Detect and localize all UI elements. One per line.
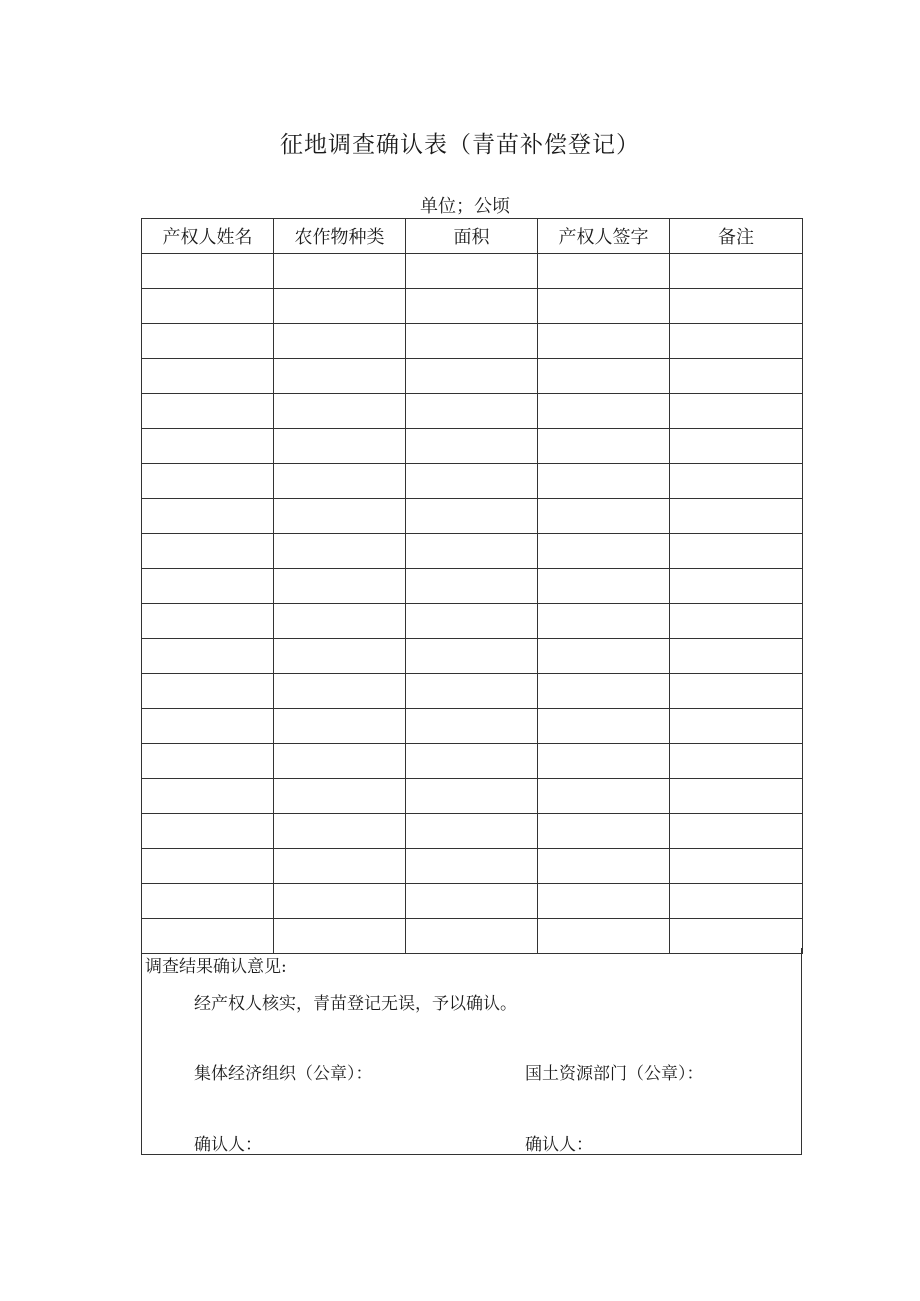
table-cell[interactable] <box>670 814 803 849</box>
table-row <box>142 289 803 324</box>
table-row <box>142 674 803 709</box>
table-cell[interactable] <box>406 849 538 884</box>
table-cell[interactable] <box>142 849 274 884</box>
table-cell[interactable] <box>142 499 274 534</box>
table-cell[interactable] <box>142 674 274 709</box>
table-cell[interactable] <box>406 639 538 674</box>
table-cell[interactable] <box>274 289 406 324</box>
header-owner-signature: 产权人签字 <box>538 219 670 254</box>
table-cell[interactable] <box>406 324 538 359</box>
header-area: 面积 <box>406 219 538 254</box>
table-cell[interactable] <box>142 359 274 394</box>
table-row <box>142 709 803 744</box>
header-crop-type: 农作物种类 <box>274 219 406 254</box>
table-cell[interactable] <box>274 499 406 534</box>
table-cell[interactable] <box>670 604 803 639</box>
table-row <box>142 849 803 884</box>
table-cell[interactable] <box>274 849 406 884</box>
table-cell[interactable] <box>670 429 803 464</box>
table-row <box>142 254 803 289</box>
table-cell[interactable] <box>538 464 670 499</box>
table-cell[interactable] <box>538 744 670 779</box>
table-cell[interactable] <box>670 639 803 674</box>
land-resources-seal-label: 国土资源部门（公章）： <box>525 1064 704 1084</box>
table-cell[interactable] <box>274 359 406 394</box>
table-cell[interactable] <box>274 709 406 744</box>
table-cell[interactable] <box>142 709 274 744</box>
table-cell[interactable] <box>406 709 538 744</box>
table-row <box>142 324 803 359</box>
table-cell[interactable] <box>538 849 670 884</box>
table-cell[interactable] <box>406 254 538 289</box>
table-cell[interactable] <box>142 324 274 359</box>
table-cell[interactable] <box>406 814 538 849</box>
table-row <box>142 779 803 814</box>
table-cell[interactable] <box>274 604 406 639</box>
table-cell[interactable] <box>142 289 274 324</box>
table-cell[interactable] <box>406 604 538 639</box>
table-cell[interactable] <box>406 499 538 534</box>
table-cell[interactable] <box>406 569 538 604</box>
table-row <box>142 744 803 779</box>
land-resources-confirmer-label: 确认人： <box>525 1135 593 1155</box>
table-cell[interactable] <box>538 604 670 639</box>
table-cell[interactable] <box>274 534 406 569</box>
table-cell[interactable] <box>274 254 406 289</box>
header-remarks: 备注 <box>670 219 803 254</box>
table-cell[interactable] <box>538 254 670 289</box>
header-owner-name: 产权人姓名 <box>142 219 274 254</box>
table-cell[interactable] <box>538 639 670 674</box>
table-cell[interactable] <box>142 814 274 849</box>
table-cell[interactable] <box>142 779 274 814</box>
table-cell[interactable] <box>406 359 538 394</box>
table-cell[interactable] <box>274 814 406 849</box>
table-row <box>142 884 803 919</box>
table-cell[interactable] <box>142 534 274 569</box>
table-row <box>142 359 803 394</box>
collective-confirmer-label: 确认人： <box>194 1135 262 1155</box>
table-cell[interactable] <box>406 429 538 464</box>
table-cell[interactable] <box>406 744 538 779</box>
table-body <box>142 254 803 954</box>
table-row <box>142 534 803 569</box>
table-header-row <box>142 219 803 254</box>
table-cell[interactable] <box>670 324 803 359</box>
table-cell[interactable] <box>538 394 670 429</box>
table-cell[interactable] <box>538 289 670 324</box>
table-cell[interactable] <box>142 429 274 464</box>
confirmation-section <box>141 948 802 1155</box>
table-cell[interactable] <box>274 639 406 674</box>
table-row <box>142 569 803 604</box>
table-cell[interactable] <box>142 464 274 499</box>
table-cell[interactable] <box>142 394 274 429</box>
table-cell[interactable] <box>274 464 406 499</box>
collective-org-seal-label: 集体经济组织（公章）： <box>194 1064 373 1084</box>
table-cell[interactable] <box>142 639 274 674</box>
table-cell[interactable] <box>274 674 406 709</box>
table-row <box>142 429 803 464</box>
table-cell[interactable] <box>406 394 538 429</box>
table-cell[interactable] <box>670 569 803 604</box>
table-cell[interactable] <box>538 534 670 569</box>
table-cell[interactable] <box>538 324 670 359</box>
table-cell[interactable] <box>274 429 406 464</box>
table-cell[interactable] <box>538 674 670 709</box>
table-row <box>142 464 803 499</box>
table-row <box>142 604 803 639</box>
table-cell[interactable] <box>538 884 670 919</box>
table-cell[interactable] <box>670 674 803 709</box>
confirmation-heading: 调查结果确认意见: <box>145 957 287 977</box>
table-cell[interactable] <box>274 779 406 814</box>
table-cell[interactable] <box>670 709 803 744</box>
table-cell[interactable] <box>538 814 670 849</box>
unit-label: 单位；公顷 <box>420 196 510 217</box>
table-cell[interactable] <box>274 744 406 779</box>
table-cell[interactable] <box>142 884 274 919</box>
table-cell[interactable] <box>538 499 670 534</box>
table-cell[interactable] <box>406 289 538 324</box>
table-cell[interactable] <box>142 569 274 604</box>
form-title: 征地调查确认表（青苗补偿登记） <box>280 132 640 158</box>
table-cell[interactable] <box>670 394 803 429</box>
table-cell[interactable] <box>538 429 670 464</box>
table-row <box>142 814 803 849</box>
table-row <box>142 394 803 429</box>
registration-table <box>141 218 803 954</box>
table-cell[interactable] <box>274 884 406 919</box>
table-cell[interactable] <box>406 464 538 499</box>
table-cell[interactable] <box>406 534 538 569</box>
table-row <box>142 639 803 674</box>
table-cell[interactable] <box>670 744 803 779</box>
table-cell[interactable] <box>670 779 803 814</box>
table-row <box>142 499 803 534</box>
table-cell[interactable] <box>274 569 406 604</box>
table-cell[interactable] <box>670 359 803 394</box>
table-cell[interactable] <box>670 289 803 324</box>
table-cell[interactable] <box>142 604 274 639</box>
table-cell[interactable] <box>538 779 670 814</box>
table-cell[interactable] <box>274 394 406 429</box>
table-cell[interactable] <box>670 849 803 884</box>
table-cell[interactable] <box>670 884 803 919</box>
table-cell[interactable] <box>538 359 670 394</box>
table-cell[interactable] <box>274 324 406 359</box>
table-cell[interactable] <box>406 674 538 709</box>
table-cell[interactable] <box>670 499 803 534</box>
table-cell[interactable] <box>406 779 538 814</box>
table-cell[interactable] <box>538 709 670 744</box>
table-cell[interactable] <box>406 884 538 919</box>
table-cell[interactable] <box>670 534 803 569</box>
table-cell[interactable] <box>538 569 670 604</box>
table-cell[interactable] <box>142 254 274 289</box>
table-cell[interactable] <box>142 744 274 779</box>
table-cell[interactable] <box>670 464 803 499</box>
table-cell[interactable] <box>670 254 803 289</box>
confirmation-statement: 经产权人核实，青苗登记无误，予以确认。 <box>194 994 517 1014</box>
